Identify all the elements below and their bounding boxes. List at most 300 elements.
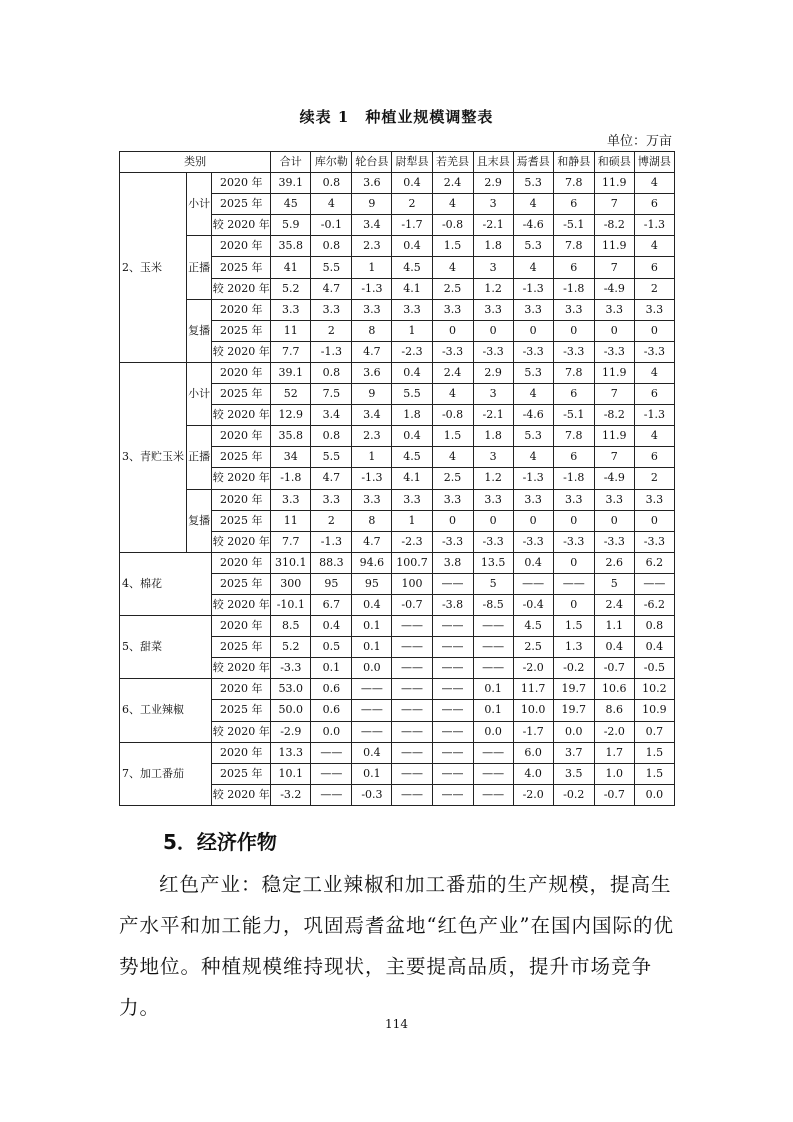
table-cell: 10.2 (634, 679, 674, 700)
table-cell: 1.8 (392, 405, 432, 426)
table-cell: 3.3 (634, 489, 674, 510)
header-county: 和静县 (553, 152, 594, 173)
table-cell: 4.0 (513, 763, 553, 784)
table-cell: —— (432, 721, 473, 742)
header-county: 合计 (271, 152, 311, 173)
table-cell: -3.3 (553, 341, 594, 362)
table-cell: 1.2 (473, 278, 513, 299)
header-county: 博湖县 (634, 152, 674, 173)
table-cell: 3.3 (473, 489, 513, 510)
table-cell: —— (311, 784, 352, 805)
table-cell: —— (473, 763, 513, 784)
table-cell: 4.1 (392, 468, 432, 489)
table-cell: 2.5 (513, 637, 553, 658)
table-cell: -1.3 (311, 341, 352, 362)
table-cell: 1.8 (473, 236, 513, 257)
table-cell: 0.1 (352, 616, 392, 637)
table-cell: 11.9 (594, 426, 634, 447)
year-label: 2025 年 (212, 447, 271, 468)
table-cell: 0.0 (473, 721, 513, 742)
table-cell: 5.3 (513, 173, 553, 194)
table-cell: -4.9 (594, 468, 634, 489)
table-cell: 45 (271, 194, 311, 215)
table-cell: 0 (594, 320, 634, 341)
table-cell: 0 (553, 594, 594, 615)
subcategory-label: 小计 (187, 173, 212, 236)
table-cell: 19.7 (553, 679, 594, 700)
table-cell: 4 (513, 194, 553, 215)
table-cell: 3 (473, 194, 513, 215)
table-cell: 3.4 (352, 215, 392, 236)
table-cell: -2.1 (473, 405, 513, 426)
table-cell: 3.3 (513, 299, 553, 320)
table-cell: 2.9 (473, 173, 513, 194)
table-cell: 8.5 (271, 616, 311, 637)
table-cell: 2.4 (594, 594, 634, 615)
table-cell: -3.3 (473, 531, 513, 552)
table-cell: 7 (594, 257, 634, 278)
table-cell: —— (432, 616, 473, 637)
table-cell: 0.4 (594, 637, 634, 658)
subcategory-label: 正播 (187, 236, 212, 299)
category-label: 2、玉米 (120, 173, 187, 363)
table-cell: 39.1 (271, 173, 311, 194)
table-cell: -0.7 (594, 658, 634, 679)
table-cell: 3.4 (311, 405, 352, 426)
year-label: 较 2020 年 (212, 531, 271, 552)
table-cell: 3.3 (311, 489, 352, 510)
table-cell: 4 (634, 362, 674, 383)
table-cell: 11.9 (594, 236, 634, 257)
table-cell: -0.3 (352, 784, 392, 805)
table-cell: 2.3 (352, 236, 392, 257)
table-cell: 5.3 (513, 362, 553, 383)
body-paragraph: 红色产业：稳定工业辣椒和加工番茄的生产规模，提高生产水平和加工能力，巩固焉耆盆地“红色产业”在国内国际的优势地位。种植规模维持现状，主要提高品质，提升市场竞争力。 (119, 873, 674, 1019)
table-cell: 19.7 (553, 700, 594, 721)
table-cell: -1.3 (311, 531, 352, 552)
table-cell: 6 (634, 384, 674, 405)
table-cell: 0 (553, 510, 594, 531)
table-cell: -3.3 (634, 531, 674, 552)
table-cell: —— (392, 658, 432, 679)
table-cell: 4 (513, 384, 553, 405)
table-row (120, 742, 675, 763)
table-cell: -2.0 (513, 658, 553, 679)
table-cell: 6 (634, 257, 674, 278)
table-cell: 7.8 (553, 426, 594, 447)
table-cell: -0.8 (432, 215, 473, 236)
table-cell: -2.0 (594, 721, 634, 742)
table-cell: 0.8 (311, 173, 352, 194)
table-cell: 6.2 (634, 552, 674, 573)
table-cell: —— (473, 742, 513, 763)
table-cell: 0.4 (634, 637, 674, 658)
table-cell: 50.0 (271, 700, 311, 721)
table-cell: -1.3 (634, 215, 674, 236)
table-cell: -3.3 (432, 341, 473, 362)
table-cell: 6 (553, 194, 594, 215)
table-cell: 2.4 (432, 362, 473, 383)
section-title: 5．经济作物 (163, 830, 277, 854)
table-cell: -2.9 (271, 721, 311, 742)
table-cell: 0.8 (634, 616, 674, 637)
table-cell: —— (432, 700, 473, 721)
table-cell: 3.3 (311, 299, 352, 320)
table-cell: 7.8 (553, 173, 594, 194)
year-label: 较 2020 年 (212, 215, 271, 236)
table-cell: 3.3 (392, 299, 432, 320)
table-cell: 0.0 (634, 784, 674, 805)
table-cell: 0.1 (352, 637, 392, 658)
table-cell: —— (352, 721, 392, 742)
table-cell: -3.3 (594, 341, 634, 362)
table-row (120, 489, 675, 510)
table-cell: 95 (311, 573, 352, 594)
table-row (120, 616, 675, 637)
table-cell: —— (392, 784, 432, 805)
table-cell: -8.2 (594, 215, 634, 236)
table-cell: 1.5 (553, 616, 594, 637)
table-cell: 10.0 (513, 700, 553, 721)
table-row (120, 299, 675, 320)
table-cell: 100 (392, 573, 432, 594)
table-cell: 52 (271, 384, 311, 405)
year-label: 2020 年 (212, 742, 271, 763)
table-cell: 4 (513, 447, 553, 468)
table-cell: -0.2 (553, 784, 594, 805)
category-label: 3、青贮玉米 (120, 362, 187, 552)
table-cell: 0.4 (352, 742, 392, 763)
table-cell: —— (473, 637, 513, 658)
table-cell: 2.4 (432, 173, 473, 194)
table-cell: 35.8 (271, 236, 311, 257)
table-cell: 2 (634, 468, 674, 489)
table-cell: 5.5 (311, 257, 352, 278)
year-label: 2025 年 (212, 700, 271, 721)
table-cell: 300 (271, 573, 311, 594)
table-cell: 0.6 (311, 700, 352, 721)
table-cell: -3.3 (432, 531, 473, 552)
table-cell: -2.0 (513, 784, 553, 805)
table-cell: 1.5 (432, 426, 473, 447)
table-cell: -2.3 (392, 341, 432, 362)
table-cell: 0 (513, 320, 553, 341)
table-cell: -3.3 (513, 531, 553, 552)
table-cell: 2 (311, 320, 352, 341)
table-cell: 13.3 (271, 742, 311, 763)
table-cell: -6.2 (634, 594, 674, 615)
year-label: 较 2020 年 (212, 468, 271, 489)
year-label: 较 2020 年 (212, 594, 271, 615)
table-cell: 0.4 (392, 426, 432, 447)
table-cell: 1.1 (594, 616, 634, 637)
table-cell: -1.3 (634, 405, 674, 426)
table-cell: 3.3 (432, 489, 473, 510)
table-cell: 3.3 (513, 489, 553, 510)
subcategory-label: 正播 (187, 426, 212, 489)
table-cell: 3 (473, 447, 513, 468)
year-label: 2025 年 (212, 510, 271, 531)
year-label: 2020 年 (212, 299, 271, 320)
table-cell: 2.5 (432, 278, 473, 299)
table-cell: 3.3 (634, 299, 674, 320)
table-cell: -3.3 (634, 341, 674, 362)
year-label: 较 2020 年 (212, 278, 271, 299)
table-cell: -8.5 (473, 594, 513, 615)
table-cell: 0.4 (392, 173, 432, 194)
table-cell: 0 (594, 510, 634, 531)
table-cell: -3.3 (271, 658, 311, 679)
table-cell: 34 (271, 447, 311, 468)
table-cell: 100.7 (392, 552, 432, 573)
header-county: 和硕县 (594, 152, 634, 173)
table-cell: —— (473, 616, 513, 637)
table-cell: -2.1 (473, 215, 513, 236)
table-cell: 0.1 (352, 763, 392, 784)
table-cell: 5 (473, 573, 513, 594)
table-cell: 0.0 (311, 721, 352, 742)
table-row (120, 236, 675, 257)
table-cell: 94.6 (352, 552, 392, 573)
table-cell: 5.3 (513, 426, 553, 447)
table-cell: —— (473, 784, 513, 805)
table-cell: -3.2 (271, 784, 311, 805)
table-cell: 41 (271, 257, 311, 278)
year-label: 2025 年 (212, 637, 271, 658)
table-cell: —— (392, 742, 432, 763)
table-cell: 0 (473, 510, 513, 531)
table-cell: 3.3 (594, 299, 634, 320)
subcategory-label: 复播 (187, 489, 212, 552)
table-cell: 1 (392, 510, 432, 531)
table-cell: —— (392, 616, 432, 637)
planting-scale-table (119, 151, 675, 806)
table-cell: 4 (432, 257, 473, 278)
table-cell: -0.5 (634, 658, 674, 679)
table-cell: 2 (311, 510, 352, 531)
table-cell: 11.9 (594, 362, 634, 383)
table-cell: 4 (513, 257, 553, 278)
table-cell: 3.8 (432, 552, 473, 573)
table-cell: -1.3 (513, 278, 553, 299)
table-cell: 0.0 (553, 721, 594, 742)
table-cell: 8 (352, 320, 392, 341)
table-cell: —— (432, 658, 473, 679)
table-cell: -0.8 (432, 405, 473, 426)
table-cell: 3.3 (271, 299, 311, 320)
table-cell: 9 (352, 194, 392, 215)
table-cell: —— (432, 573, 473, 594)
table-cell: 7 (594, 447, 634, 468)
table-cell: 6.0 (513, 742, 553, 763)
table-cell: -3.3 (473, 341, 513, 362)
table-cell: 3.6 (352, 173, 392, 194)
table-row (120, 552, 675, 573)
year-label: 2020 年 (212, 616, 271, 637)
year-label: 2020 年 (212, 236, 271, 257)
table-cell: -1.3 (352, 468, 392, 489)
year-label: 2020 年 (212, 173, 271, 194)
table-cell: —— (432, 637, 473, 658)
table-cell: -5.1 (553, 405, 594, 426)
table-cell: 0.1 (311, 658, 352, 679)
table-cell: 4.7 (311, 278, 352, 299)
table-cell: 3.4 (352, 405, 392, 426)
table-cell: 1.0 (594, 763, 634, 784)
table-cell: -4.9 (594, 278, 634, 299)
header-county: 若羌县 (432, 152, 473, 173)
table-cell: 53.0 (271, 679, 311, 700)
table-cell: -5.1 (553, 215, 594, 236)
table-cell: -1.7 (392, 215, 432, 236)
table-cell: 0.4 (513, 552, 553, 573)
table-cell: -1.8 (553, 468, 594, 489)
table-cell: 8 (352, 510, 392, 531)
table-cell: —— (432, 784, 473, 805)
table-cell: -10.1 (271, 594, 311, 615)
table-cell: 1.5 (634, 763, 674, 784)
year-label: 2020 年 (212, 489, 271, 510)
table-cell: 7.7 (271, 341, 311, 362)
table-cell: —— (311, 763, 352, 784)
table-cell: 3 (473, 384, 513, 405)
table-cell: 7.7 (271, 531, 311, 552)
table-cell: 1.5 (432, 236, 473, 257)
table-cell: 0 (553, 552, 594, 573)
table-cell: 1.2 (473, 468, 513, 489)
table-cell: 4 (634, 426, 674, 447)
table-cell: 3 (473, 257, 513, 278)
table-cell: —— (392, 721, 432, 742)
table-cell: —— (553, 573, 594, 594)
category-label: 5、甜菜 (120, 616, 212, 679)
table-cell: 3.7 (553, 742, 594, 763)
table-cell: 10.1 (271, 763, 311, 784)
table-cell: 0.4 (392, 236, 432, 257)
table-cell: 0.4 (352, 594, 392, 615)
table-cell: -0.7 (392, 594, 432, 615)
category-label: 7、加工番茄 (120, 742, 212, 805)
table-cell: 11.9 (594, 173, 634, 194)
table-cell: 5.2 (271, 278, 311, 299)
table-cell: 0.4 (311, 616, 352, 637)
year-label: 较 2020 年 (212, 721, 271, 742)
table-cell: 11 (271, 320, 311, 341)
table-cell: —— (513, 573, 553, 594)
table-cell: 4.7 (311, 468, 352, 489)
table-cell: -0.4 (513, 594, 553, 615)
year-label: 较 2020 年 (212, 658, 271, 679)
year-label: 2020 年 (212, 679, 271, 700)
table-cell: 2.5 (432, 468, 473, 489)
table-cell: 3.3 (432, 299, 473, 320)
table-cell: 13.5 (473, 552, 513, 573)
table-cell: 10.9 (634, 700, 674, 721)
table-cell: 4 (634, 173, 674, 194)
table-cell: -4.6 (513, 215, 553, 236)
table-cell: 4 (432, 194, 473, 215)
table-cell: 0.7 (634, 721, 674, 742)
table-cell: 9 (352, 384, 392, 405)
table-cell: 0.1 (473, 679, 513, 700)
table-cell: 4.7 (352, 341, 392, 362)
table-cell: 0.1 (473, 700, 513, 721)
table-cell: 1 (392, 320, 432, 341)
year-label: 2020 年 (212, 552, 271, 573)
table-cell: 3.3 (553, 299, 594, 320)
table-cell: 5.3 (513, 236, 553, 257)
table-cell: -3.3 (513, 341, 553, 362)
table-cell: —— (432, 679, 473, 700)
table-cell: 3.3 (271, 489, 311, 510)
table-cell: 0 (553, 320, 594, 341)
table-cell: 3.3 (352, 489, 392, 510)
table-cell: 7 (594, 194, 634, 215)
table-cell: 6 (634, 447, 674, 468)
year-label: 2025 年 (212, 194, 271, 215)
table-cell: 10.6 (594, 679, 634, 700)
table-cell: -1.3 (352, 278, 392, 299)
header-county: 尉犁县 (392, 152, 432, 173)
table-cell: 0.0 (352, 658, 392, 679)
table-cell: —— (432, 742, 473, 763)
table-cell: —— (392, 700, 432, 721)
table-cell: 0 (473, 320, 513, 341)
table-cell: —— (352, 700, 392, 721)
header-county: 焉耆县 (513, 152, 553, 173)
table-cell: 1.7 (594, 742, 634, 763)
subcategory-label: 复播 (187, 299, 212, 362)
table-cell: 0.8 (311, 426, 352, 447)
table-cell: 6 (634, 194, 674, 215)
year-label: 较 2020 年 (212, 405, 271, 426)
table-cell: —— (432, 763, 473, 784)
table-cell: -4.6 (513, 405, 553, 426)
category-label: 4、棉花 (120, 552, 212, 615)
year-label: 2025 年 (212, 320, 271, 341)
table-cell: 0 (432, 320, 473, 341)
page-number: 114 (385, 1017, 408, 1031)
table-cell: 0 (634, 320, 674, 341)
table-cell: 6.7 (311, 594, 352, 615)
table-cell: 4 (432, 384, 473, 405)
header-county: 轮台县 (352, 152, 392, 173)
table-cell: -0.2 (553, 658, 594, 679)
year-label: 2025 年 (212, 763, 271, 784)
table-cell: 5 (594, 573, 634, 594)
year-label: 2020 年 (212, 426, 271, 447)
table-cell: 0 (634, 510, 674, 531)
table-cell: 4.1 (392, 278, 432, 299)
table-cell: 310.1 (271, 552, 311, 573)
table-cell: 4.5 (392, 447, 432, 468)
subcategory-label: 小计 (187, 362, 212, 425)
table-cell: 1 (352, 447, 392, 468)
table-cell: 0 (513, 510, 553, 531)
table-cell: 1.5 (634, 742, 674, 763)
table-cell: 0.5 (311, 637, 352, 658)
table-cell: 88.3 (311, 552, 352, 573)
table-cell: 2.9 (473, 362, 513, 383)
table-row (120, 679, 675, 700)
table-row (120, 173, 675, 194)
table-cell: -1.7 (513, 721, 553, 742)
table-cell: 4.5 (513, 616, 553, 637)
table-cell: -1.8 (553, 278, 594, 299)
table-cell: -2.3 (392, 531, 432, 552)
year-label: 2020 年 (212, 362, 271, 383)
table-cell: 11.7 (513, 679, 553, 700)
